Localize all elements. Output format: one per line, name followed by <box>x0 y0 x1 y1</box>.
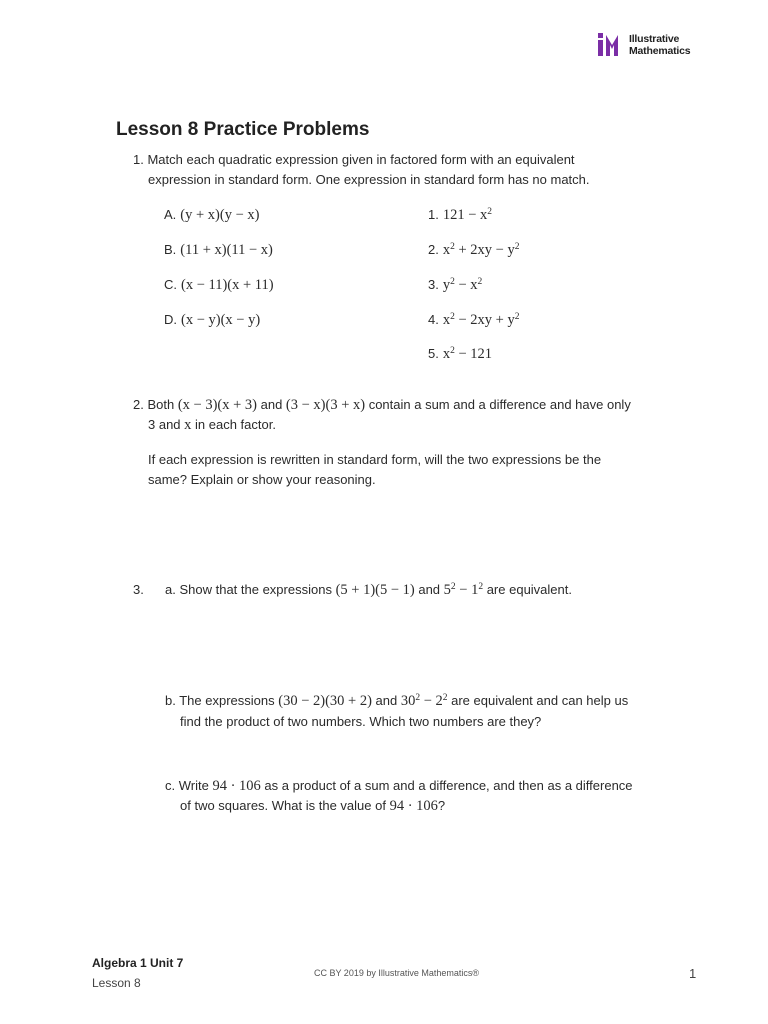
illustrative-mathematics-logo <box>598 33 708 57</box>
logo-line2: Mathematics <box>629 44 691 57</box>
option-a-label: A. <box>164 207 177 222</box>
match-4-label: 4. <box>428 312 439 327</box>
problem-3b-label: b. <box>165 693 176 708</box>
problem-1-prompt-line2: expression in standard form. One expression in standard form has no match. <box>148 172 590 187</box>
problem-1-prompt-line1 <box>133 152 575 167</box>
match-5 <box>428 346 492 363</box>
footer-course: Algebra 1 Unit 7 <box>92 956 184 970</box>
problem-3c-expression-2: 94 · 106 <box>389 798 438 814</box>
problem-3b-line2: find the product of two numbers. Which two numbers are they? <box>180 714 542 729</box>
match-4 <box>428 312 519 329</box>
footer-license: CC BY 2019 by Illustrative Mathematics® <box>313 968 480 978</box>
footer-lesson: Lesson 8 <box>92 976 141 990</box>
match-5-expression: $x^2 - 121$ <box>442 346 493 362</box>
problem-1-prompt-text1: Match each quadratic expression given in factored form with an equivalent <box>147 152 575 167</box>
option-c-expression: (x − 11)(x + 11) <box>181 277 274 293</box>
option-d <box>164 312 260 329</box>
problem-3b-expression-2: $30^2 - 2^2$ <box>400 693 448 709</box>
problem-3a-expression-2: $5^2 - 1^2$ <box>443 582 484 598</box>
option-b <box>164 242 273 259</box>
im-logo-mark-icon <box>598 33 626 57</box>
problem-3a-expression-1: (5 + 1)(5 − 1) <box>335 582 415 598</box>
match-2-label: 2. <box>428 242 439 257</box>
problem-3b-expression-1: (30 − 2)(30 + 2) <box>278 693 372 709</box>
problem-2-line1: 2. Both (x − 3)(x + 3) and (3 − x)(3 + x) contain a sum and a difference and have only <box>133 397 631 413</box>
problem-2-line2: 3 and x in each factor. <box>148 417 276 433</box>
problem-2-variable: x <box>184 417 192 433</box>
problem-2-followup-line2: same? Explain or show your reasoning. <box>148 472 376 487</box>
option-b-label: B. <box>164 242 177 257</box>
option-b-expression: (11 + x)(11 − x) <box>180 242 273 258</box>
option-a-expression: (y + x)(y − x) <box>180 207 260 223</box>
logo-line1: Illustrative <box>629 33 680 45</box>
option-d-expression: (x − y)(x − y) <box>181 312 261 328</box>
match-1 <box>428 207 492 224</box>
page-title: Lesson 8 Practice Problems <box>116 119 370 140</box>
match-2 <box>428 242 519 259</box>
match-1-label: 1. <box>428 207 439 222</box>
logo-text <box>629 34 690 57</box>
match-2-expression: $x^2 + 2xy - y^2$ <box>442 242 520 258</box>
option-d-label: D. <box>164 312 177 327</box>
problem-2-number: 2. <box>133 397 144 412</box>
problem-2-expression-1: (x − 3)(x + 3) <box>177 397 257 413</box>
page-number: 1 <box>689 966 697 981</box>
problem-3c-label: c. <box>165 778 176 793</box>
option-c-label: C. <box>164 277 177 292</box>
problem-3a-label: a. <box>165 582 176 597</box>
match-3 <box>428 277 482 294</box>
problem-2-followup-line1: If each expression is rewritten in standard form, will the two expressions be the <box>148 452 602 467</box>
problem-3-number: 3. <box>133 582 144 597</box>
problem-2-expression-2: (3 − x)(3 + x) <box>285 397 366 413</box>
problem-3c-line2: of two squares. What is the value of 94 · 106? <box>180 798 446 814</box>
option-c <box>164 277 274 294</box>
problem-3a: a. Show that the expressions (5 + 1)(5 − 1) and $5^2 - 1^2$ are equivalent. <box>165 582 572 598</box>
match-1-expression: $121 - x^2$ <box>442 207 493 223</box>
problem-3c-expression-1: 94 · 106 <box>212 778 261 794</box>
option-a <box>164 207 259 224</box>
problem-3b-line1: b. The expressions (30 − 2)(30 + 2) and $30^2 - 2^2$ are equivalent and can help us <box>165 693 629 709</box>
problem-1-number: 1. <box>133 152 144 167</box>
match-3-expression: $y^2 - x^2$ <box>442 277 483 293</box>
problem-3c-line1: c. Write 94 · 106 as a product of a sum and a difference, and then as a difference <box>165 778 633 794</box>
match-4-expression: $x^2 - 2xy + y^2$ <box>442 312 520 328</box>
match-5-label: 5. <box>428 346 439 361</box>
match-3-label: 3. <box>428 277 439 292</box>
